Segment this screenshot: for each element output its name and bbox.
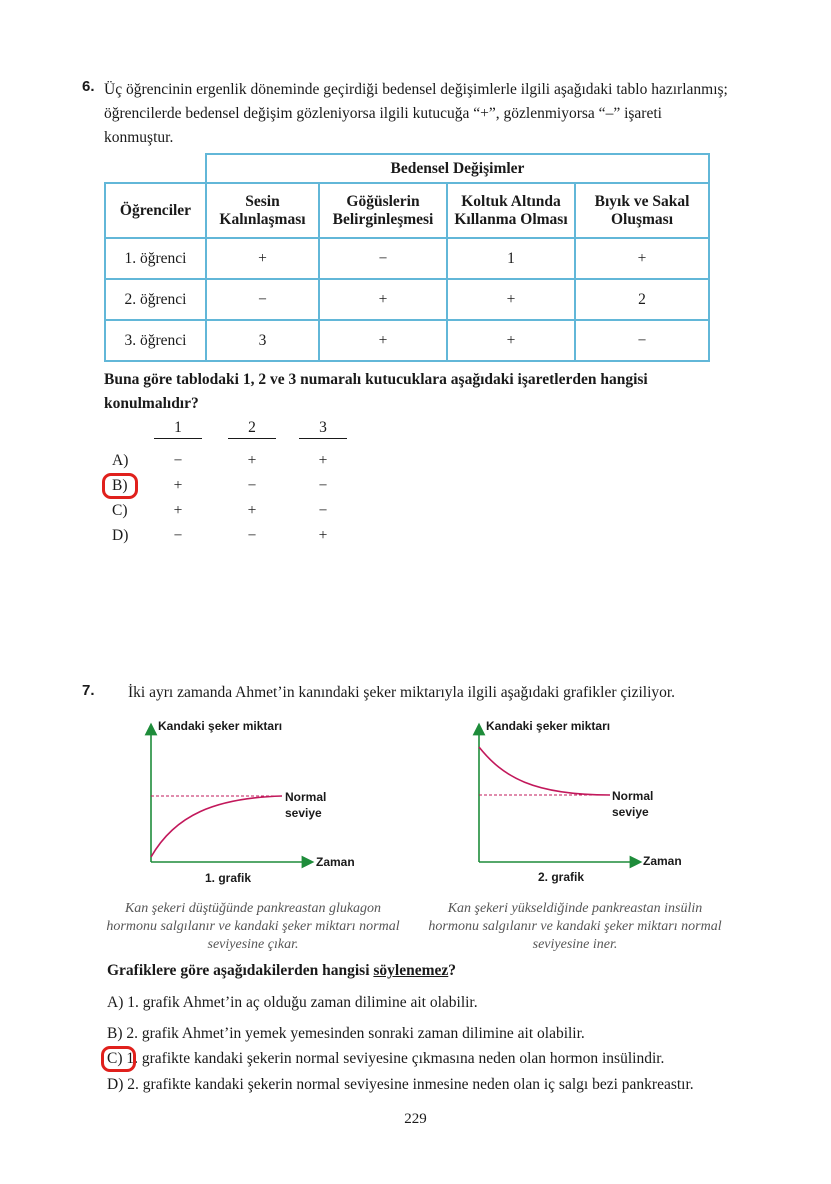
table-cell: 3: [206, 320, 319, 361]
question-6: [82, 78, 732, 544]
answer-a[interactable]: A) 1. grafik Ahmet’in aç olduğu zaman dilimine ait olabilir.: [107, 994, 478, 1011]
page-number: 229: [404, 1111, 427, 1127]
answer-b[interactable]: B) 2. grafik Ahmet’in yemek yemesinden sonraki zaman dilimine ait olabilir.: [107, 1025, 585, 1042]
graph-1: [130, 715, 370, 890]
option-value: −: [318, 477, 328, 494]
option-value: +: [318, 527, 328, 544]
option-value: −: [247, 477, 257, 494]
table-col-header: Sesin Kalınlaşması: [206, 183, 319, 238]
y-axis-label: Kandaki şeker miktarı: [486, 719, 611, 733]
emphasis-underline: söylenemez: [373, 962, 449, 979]
table-cell: +: [447, 279, 575, 320]
option-value: −: [173, 452, 183, 469]
x-axis-label: Zaman: [643, 854, 682, 868]
table-group-header: Bedensel Değişimler: [206, 154, 709, 183]
table-col-header: Göğüslerin Belirginleşmesi: [319, 183, 447, 238]
table-row-header: Öğrenciler: [105, 183, 206, 238]
option-value: +: [173, 502, 183, 519]
normal-level-label: Normal: [612, 789, 654, 803]
option-value: −: [318, 502, 328, 519]
table-cell: +: [319, 279, 447, 320]
option-label: C): [112, 502, 128, 519]
row-label: 1. öğrenci: [105, 238, 206, 279]
option-column-header: 2: [228, 418, 276, 439]
graph-2: [458, 715, 698, 890]
table-cell: +: [319, 320, 447, 361]
table-cell: −: [206, 279, 319, 320]
option-column-header: 3: [299, 418, 347, 439]
graph-title: 2. grafik: [538, 870, 585, 884]
answer-c[interactable]: C) 1. grafikte kandaki şekerin normal seviyesine çıkmasına neden olan hormon insülindir.: [107, 1050, 665, 1067]
row-label: 3. öğrenci: [105, 320, 206, 361]
table-cell: +: [206, 238, 319, 279]
graph-title: 1. grafik: [205, 871, 252, 885]
question-stem: İki ayrı zamanda Ahmet’in kanındaki şeker miktarıyla ilgili aşağıdaki grafikler çiziliyor.: [128, 684, 676, 701]
option-value: +: [247, 452, 257, 469]
selected-answer-mark: [101, 1046, 136, 1072]
table-cell: −: [575, 320, 709, 361]
row-label: 2. öğrenci: [105, 279, 206, 320]
option-value: +: [173, 477, 183, 494]
sugar-curve: [151, 796, 282, 857]
answer-d[interactable]: D) 2. grafikte kandaki şekerin normal seviyesine inmesine neden olan iç salgı bezi pankreastır.: [107, 1076, 694, 1093]
option-label: B): [112, 477, 128, 494]
option-d[interactable]: [82, 525, 482, 547]
normal-level-label: seviye: [612, 805, 649, 819]
option-label: D): [112, 527, 129, 544]
table-cell: 2: [575, 279, 709, 320]
question-number: 7.: [82, 682, 95, 699]
option-value: −: [173, 527, 183, 544]
normal-level-label: seviye: [285, 806, 322, 820]
table-cell: −: [319, 238, 447, 279]
question-prompt: Grafiklere göre aşağıdakilerden hangisi söylenemez?: [107, 962, 457, 979]
table-row: [105, 279, 709, 320]
body-changes-table: [104, 153, 710, 362]
selected-answer-mark: [102, 473, 138, 499]
option-value: +: [318, 452, 328, 469]
option-c[interactable]: [82, 500, 482, 522]
table-cell: +: [447, 320, 575, 361]
sugar-curve: [479, 747, 610, 795]
graph-1-caption: Kan şekeri düştüğünde pankreastan glukagon hormonu salgılanır ve kandaki şeker miktarı normal seviyesine çıkar.: [106, 901, 400, 952]
y-axis-label: Kandaki şeker miktarı: [158, 719, 283, 733]
option-value: +: [247, 502, 257, 519]
question-number: 6.: [82, 78, 95, 95]
x-axis-label: Zaman: [316, 855, 355, 869]
table-row: [105, 238, 709, 279]
option-column-header: 1: [154, 418, 202, 439]
table-cell: +: [575, 238, 709, 279]
option-a[interactable]: [82, 450, 482, 472]
table-row: [105, 320, 709, 361]
option-value: −: [247, 527, 257, 544]
table-col-header: Bıyık ve Sakal Oluşması: [575, 183, 709, 238]
answer-options: [82, 418, 482, 548]
table-col-header: Koltuk Altında Kıllanma Olması: [447, 183, 575, 238]
question-prompt: Buna göre tablodaki 1, 2 ve 3 numaralı kutucuklara aşağıdaki işaretlerden hangisi konulmalıdır?: [104, 371, 648, 412]
table-cell: 1: [447, 238, 575, 279]
option-b[interactable]: [82, 475, 482, 497]
normal-level-label: Normal: [285, 790, 327, 804]
question-stem: Üç öğrencinin ergenlik döneminde geçirdiği bedensel değişimlerle ilgili aşağıdaki tablo hazırlanmış; öğrencilerde bedensel değişim gözleniyorsa ilgili kutucuğa “+”, gözlenmiyorsa “–” işareti konmuştur.: [104, 81, 728, 146]
graph-2-caption: Kan şekeri yükseldiğinde pankreastan insülin hormonu salgılanır ve kandaki şeker miktarı normal seviyesine iner.: [428, 901, 722, 952]
option-label: A): [112, 452, 129, 469]
